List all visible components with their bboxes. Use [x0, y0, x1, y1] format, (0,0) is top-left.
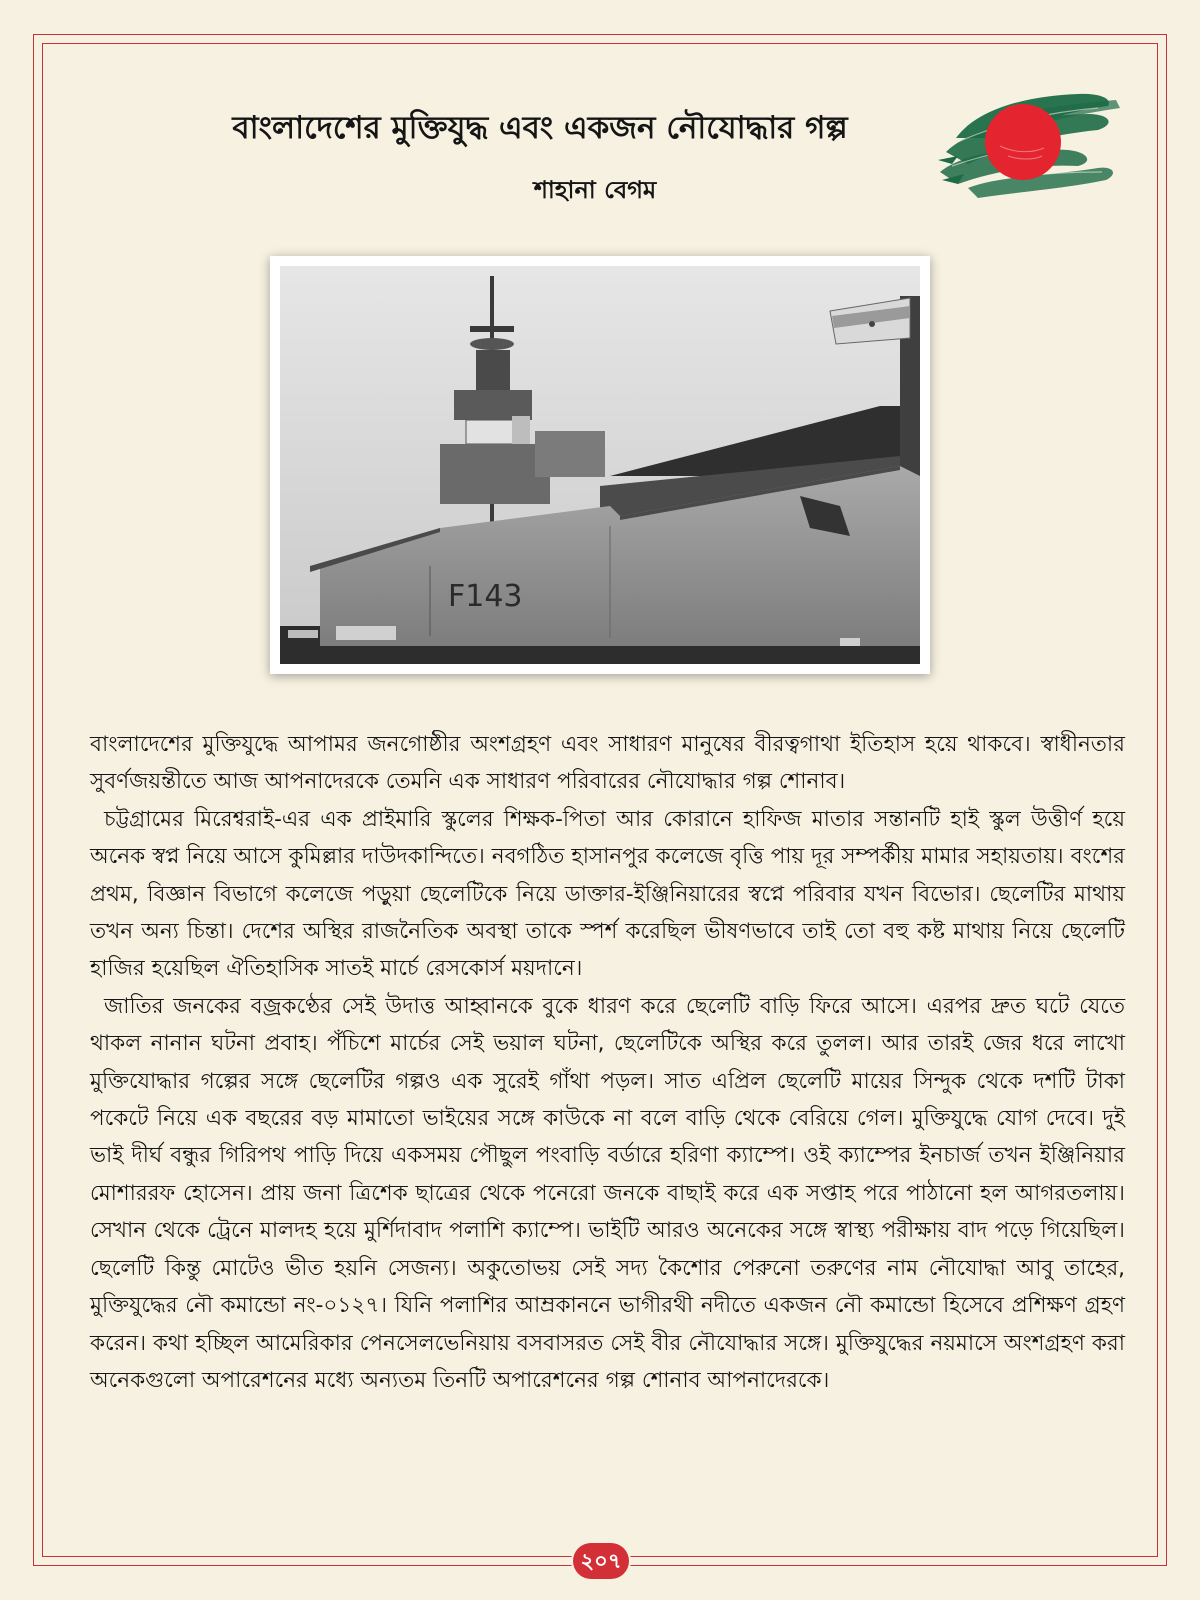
bangladesh-flag-icon: [938, 80, 1123, 205]
article-body: [90, 726, 1125, 1399]
article-title: বাংলাদেশের মুক্তিযুদ্ধ এবং একজন নৌযোদ্ধার গল্প: [232, 110, 848, 146]
page-number: ২০৭: [573, 1543, 629, 1579]
warship-image: [280, 266, 920, 664]
paragraph-1: বাংলাদেশের মুক্তিযুদ্ধে আপামর জনগোষ্ঠীর অংশগ্রহণ এবং সাধারণ মানুষের বীরত্বগাথা ইতিহাস হয়ে থাকবে। স্বাধীনতার সুবর্ণজয়ন্তীতে আজ আপনাদেরকে তেমনি এক সাধারণ পরিবারের নৌযোদ্ধার গল্প শোনাব।: [90, 732, 1125, 795]
paragraph-2: চট্টগ্রামের মিরেশ্বরাই-এর এক প্রাইমারি স্কুলের শিক্ষক-পিতা আর কোরানে হাফিজ মাতার সন্তানটি হাই স্কুল উত্তীর্ণ হয়ে অনেক স্বপ্ন নিয়ে আসে কুমিল্লার দাউদকান্দিতে। নবগঠিত হাসানপুর কলেজে বৃত্তি পায় দূর সম্পর্কীয় মামার সহায়তায়। বংশের প্রথম, বিজ্ঞান বিভাগে কলেজে পড়ুয়া ছেলেটিকে নিয়ে ডাক্তার-ইঞ্জিনিয়ারের স্বপ্নে পরিবার যখন বিভোর। ছেলেটির মাথায় তখন অন্য চিন্তা। দেশের অস্থির রাজনৈতিক অবস্থা তাকে স্পর্শ করেছিল ভীষণভাবে তাই তো বহু কষ্ট মাথায় নিয়ে ছেলেটি হাজির হয়েছিল ঐতিহাসিক সাতই মার্চে রেসকোর্স ময়দানে।: [90, 806, 1125, 982]
hull-number: F143: [448, 579, 523, 614]
paragraph-3: জাতির জনকের বজ্রকণ্ঠের সেই উদাত্ত আহ্বানকে বুকে ধারণ করে ছেলেটি বাড়ি ফিরে আসে। এরপর দ্রুত ঘটে যেতে থাকল নানান ঘটনা প্রবাহ। পঁচিশে মার্চের সেই ভয়াল ঘটনা, ছেলেটিকে অস্থির করে তুলল। আর তারই জের ধরে লাখো মুক্তিযোদ্ধার গল্পের সঙ্গে ছেলেটির গল্পও এক সুরেই গাঁথা পড়ল। সাত এপ্রিল ছেলেটি মায়ের সিন্দুক থেকে দশটি টাকা পকেটে নিয়ে এক বছরের বড় মামাতো ভাইয়ের সঙ্গে কাউকে না বলে বাড়ি থেকে বেরিয়ে গেল। মুক্তিযুদ্ধে যোগ দেবে। দুই ভাই দীর্ঘ বন্ধুর গিরিপথ পাড়ি দিয়ে একসময় পৌছুল পংবাড়ি বর্ডারে হরিণা ক্যাম্পে। ওই ক্যাম্পের ইনচার্জ তখন ইঞ্জিনিয়ার মোশাররফ হোসেন। প্রায় জনা ত্রিশেক ছাত্রের থেকে পনেরো জনকে বাছাই করে এক সপ্তাহ পরে পাঠানো হল আগরতলায়। সেখান থেকে ট্রেনে মালদহ হয়ে মুর্শিদাবাদ পলাশি ক্যাম্পে। ভাইটি আরও অনেকের সঙ্গে স্বাস্থ্য পরীক্ষায় বাদ পড়ে গিয়েছিল। ছেলেটি কিন্তু মোটেও ভীত হয়নি সেজন্য। অকুতোভয় সেই সদ্য কৈশোর পেরুনো তরুণের নাম নৌযোদ্ধা আবু তাহের, মুক্তিযুদ্ধের নৌ কমান্ডো নং-০১২৭। যিনি পলাশির আম্রকাননে ভাগীরথী নদীতে একজন নৌ কমান্ডো হিসেবে প্রশিক্ষণ গ্রহণ করেন। কথা হচ্ছিল আমেরিকার পেনসেলভেনিয়ায় বসবাসরত সেই বীর নৌযোদ্ধার সঙ্গে। মুক্তিযুদ্ধের নয়মাসে অংশগ্রহণ করা অনেকগুলো অপারেশনের মধ্যে অন্যতম তিনটি অপারেশনের গল্প শোনাব আপনাদেরকে।: [90, 993, 1125, 1393]
article-author: শাহানা বেগম: [533, 176, 657, 204]
warship-photo: [270, 256, 930, 674]
